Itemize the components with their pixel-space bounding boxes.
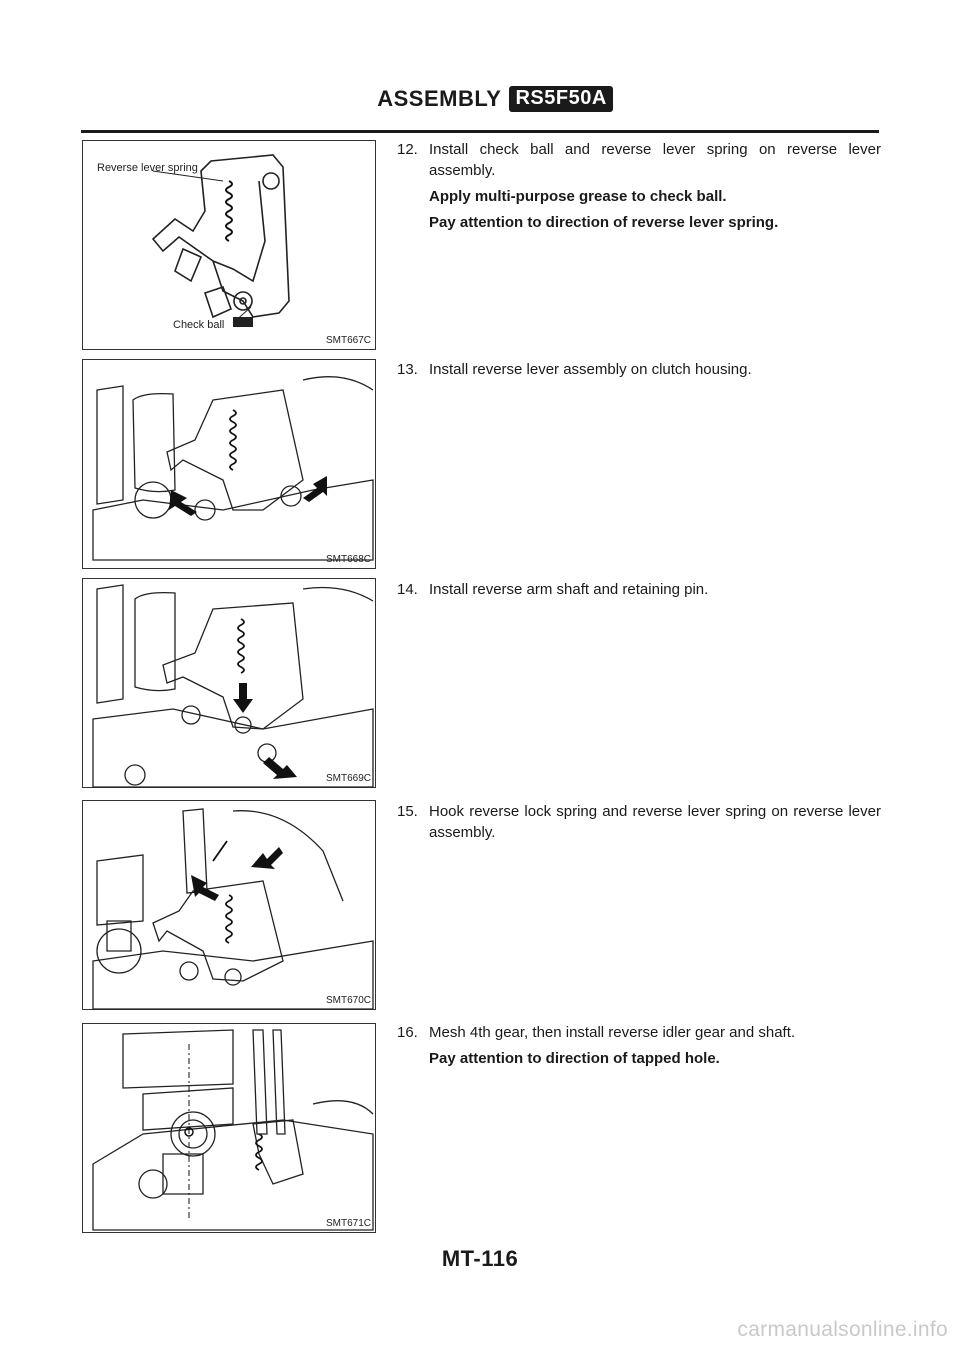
section-title: ASSEMBLY [377,86,502,111]
step-text: Mesh 4th gear, then install reverse idler gear and shaft. [429,1024,796,1041]
step-15 [397,801,881,843]
figure-code: SMT671C [325,1218,371,1229]
step-12 [397,139,881,233]
reverse-lock-spring-illustration [83,801,375,1013]
figure-smt669c [82,578,376,788]
step-number: 13. [397,361,418,378]
step-number: 16. [397,1024,418,1041]
label-check-ball: Check ball [173,319,225,331]
step-16 [397,1022,881,1069]
figure-smt667c [82,140,376,350]
clutch-housing-illustration [83,360,375,568]
figure-code: SMT669C [325,773,371,784]
step-text: Hook reverse lock spring and reverse lever spring on reverse lever assembly. [429,803,881,841]
label-reverse-lever-spring: Reverse lever spring [97,162,198,174]
step-13 [397,359,881,380]
step-text: Install reverse arm shaft and retaining pin. [429,581,709,598]
step-text: Install reverse lever assembly on clutch housing. [429,361,752,378]
figure-smt671c [82,1023,376,1233]
reverse-arm-shaft-illustration [83,579,375,791]
step-text: Install check ball and reverse lever spring on reverse lever assembly. [429,141,881,179]
watermark: carmanualsonline.info [737,1318,948,1341]
step-note: Pay attention to direction of tapped hole. [429,1050,720,1067]
figure-code: SMT667C [325,335,371,346]
reverse-idler-gear-illustration [83,1024,375,1234]
header-rule [81,130,879,133]
step-note: Pay attention to direction of reverse lever spring. [429,214,779,231]
figure-smt668c [82,359,376,569]
step-14 [397,579,881,600]
page-header [0,84,960,114]
page-number: MT-116 [441,1246,519,1271]
step-number: 15. [397,803,418,820]
step-number: 12. [397,141,418,158]
figure-code: SMT670C [325,995,371,1006]
step-number: 14. [397,581,418,598]
model-badge: RS5F50A [509,86,612,112]
figure-code: SMT668C [325,554,371,565]
figure-smt670c [82,800,376,1010]
step-note: Apply multi-purpose grease to check ball. [429,188,727,205]
